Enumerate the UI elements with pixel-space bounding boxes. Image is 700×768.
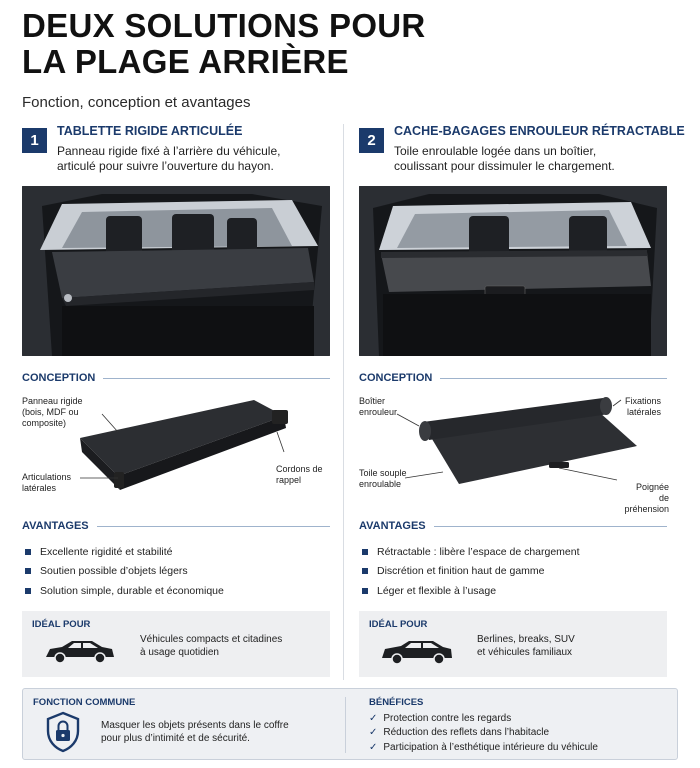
list-item-text: Léger et flexible à l’usage — [377, 584, 497, 597]
trunk-photo-rigid-shelf — [22, 186, 330, 356]
common-function-label: FONCTION COMMUNE — [33, 697, 136, 708]
label-line: latérales — [626, 407, 662, 417]
list-item — [359, 542, 669, 562]
ideal-text — [140, 633, 320, 659]
rigid-shelf-diagram — [22, 392, 332, 508]
list-item — [22, 542, 332, 562]
label-line: rappel — [276, 475, 302, 485]
label-line: Fixations — [625, 396, 662, 406]
label-line: Toile souple — [359, 468, 407, 478]
list-item-text: Soutien possible d’objets légers — [40, 565, 188, 578]
list-item-text: Réduction des reflets dans l’habitacle — [383, 727, 550, 739]
list-item — [22, 581, 332, 601]
solution-title: CACHE-BAGAGES ENROULEUR RÉTRACTABLE — [394, 124, 685, 138]
list-item — [359, 581, 669, 601]
list-item — [22, 562, 332, 582]
label-line: enrouleur — [359, 407, 398, 417]
ideal-label: IDÉAL POUR — [369, 619, 428, 630]
common-text-line: pour plus d’intimité et de sécurité. — [101, 733, 250, 744]
label-line: enroulable — [359, 479, 402, 489]
bullet-square-icon — [362, 549, 368, 555]
ideal-label: IDÉAL POUR — [32, 619, 91, 630]
avantages-list — [22, 542, 332, 601]
avantages-heading — [359, 520, 667, 532]
label-cords — [276, 464, 323, 486]
shield-lock-icon — [45, 711, 81, 753]
solution-title: TABLETTE RIGIDE ARTICULÉE — [57, 124, 243, 138]
ideal-line: Berlines, breaks, SUV — [477, 634, 575, 645]
page-title — [22, 8, 682, 80]
roller-cover-diagram — [359, 392, 669, 514]
label-line: de préhension — [624, 493, 669, 514]
avantages-list — [359, 542, 669, 601]
list-item-text: Rétractable : libère l’espace de chargement — [377, 545, 580, 558]
list-item-text: Participation à l’esthétique intérieure du véhicule — [383, 741, 598, 753]
list-item-text: Discrétion et finition haut de gamme — [377, 565, 545, 578]
list-item-text: Protection contre les regards — [383, 712, 512, 724]
heading-rule — [97, 526, 330, 527]
list-item — [359, 562, 669, 582]
common-function-text — [101, 719, 321, 745]
label-fixings — [625, 396, 661, 418]
check-icon: ✓ — [369, 727, 378, 739]
solution-description — [394, 144, 674, 174]
ideal-line: et véhicules familiaux — [477, 647, 573, 658]
ideal-line: à usage quotidien — [140, 647, 219, 658]
heading-rule — [103, 378, 330, 379]
bullet-square-icon — [362, 568, 368, 574]
title-line-2: LA PLAGE ARRIÈRE — [22, 43, 349, 80]
avantages-label: AVANTAGES — [359, 520, 426, 532]
label-line: Boîtier — [359, 396, 386, 406]
trunk-photo-roller-cover — [359, 186, 667, 356]
check-icon: ✓ — [369, 712, 378, 724]
list-item — [369, 726, 598, 741]
bullet-square-icon — [25, 568, 31, 574]
bullet-square-icon — [25, 588, 31, 594]
description-line: Panneau rigide fixé à l’arrière du véhicule, — [57, 144, 281, 158]
label-line: composite) — [22, 418, 67, 428]
heading-rule — [440, 378, 667, 379]
solution-number-badge: 2 — [359, 128, 384, 153]
label-line: (bois, MDF ou — [22, 407, 79, 417]
label-line: Cordons de — [276, 464, 323, 474]
conception-heading — [359, 372, 667, 384]
bullet-square-icon — [362, 588, 368, 594]
label-fabric — [359, 468, 407, 490]
ideal-line: Véhicules compacts et citadines — [140, 634, 283, 645]
conception-heading — [22, 372, 330, 384]
label-line: latérales — [22, 483, 57, 493]
heading-rule — [434, 526, 667, 527]
conception-label: CONCEPTION — [359, 372, 433, 384]
list-item-text: Solution simple, durable et économique — [40, 584, 224, 597]
label-hinges — [22, 472, 71, 494]
ideal-for-box — [22, 611, 330, 677]
list-item-text: Excellente rigidité et stabilité — [40, 545, 173, 558]
column-divider — [343, 124, 344, 680]
page-header — [22, 8, 682, 111]
car-icon — [379, 637, 455, 667]
label-line: Panneau rigide — [22, 396, 83, 406]
label-housing — [359, 396, 397, 418]
description-line: Toile enroulable logée dans un boîtier, — [394, 144, 597, 158]
avantages-heading — [22, 520, 330, 532]
car-icon — [42, 637, 118, 667]
common-text-line: Masquer les objets présents dans le coffre — [101, 720, 289, 731]
list-item — [369, 711, 598, 726]
common-divider — [345, 697, 346, 753]
check-icon: ✓ — [369, 741, 378, 753]
solution-number-badge: 1 — [22, 128, 47, 153]
solution-description — [57, 144, 337, 174]
description-line: articulé pour suivre l’ouverture du hayon. — [57, 159, 274, 173]
list-item — [369, 740, 598, 755]
conception-label: CONCEPTION — [22, 372, 96, 384]
bullet-square-icon — [25, 549, 31, 555]
benefits-list — [369, 711, 598, 755]
label-line: Poignée — [635, 482, 669, 492]
description-line: coulissant pour dissimuler le chargement. — [394, 159, 615, 173]
benefits-label: BÉNÉFICES — [369, 697, 424, 708]
ideal-for-box — [359, 611, 667, 677]
avantages-label: AVANTAGES — [22, 520, 89, 532]
label-panel — [22, 396, 83, 429]
label-handle — [621, 482, 669, 515]
common-function-box — [22, 688, 678, 760]
page-subtitle: Fonction, conception et avantages — [22, 94, 251, 111]
ideal-text — [477, 633, 657, 659]
label-line: Articulations — [22, 472, 72, 482]
title-line-1: DEUX SOLUTIONS POUR — [22, 7, 426, 44]
